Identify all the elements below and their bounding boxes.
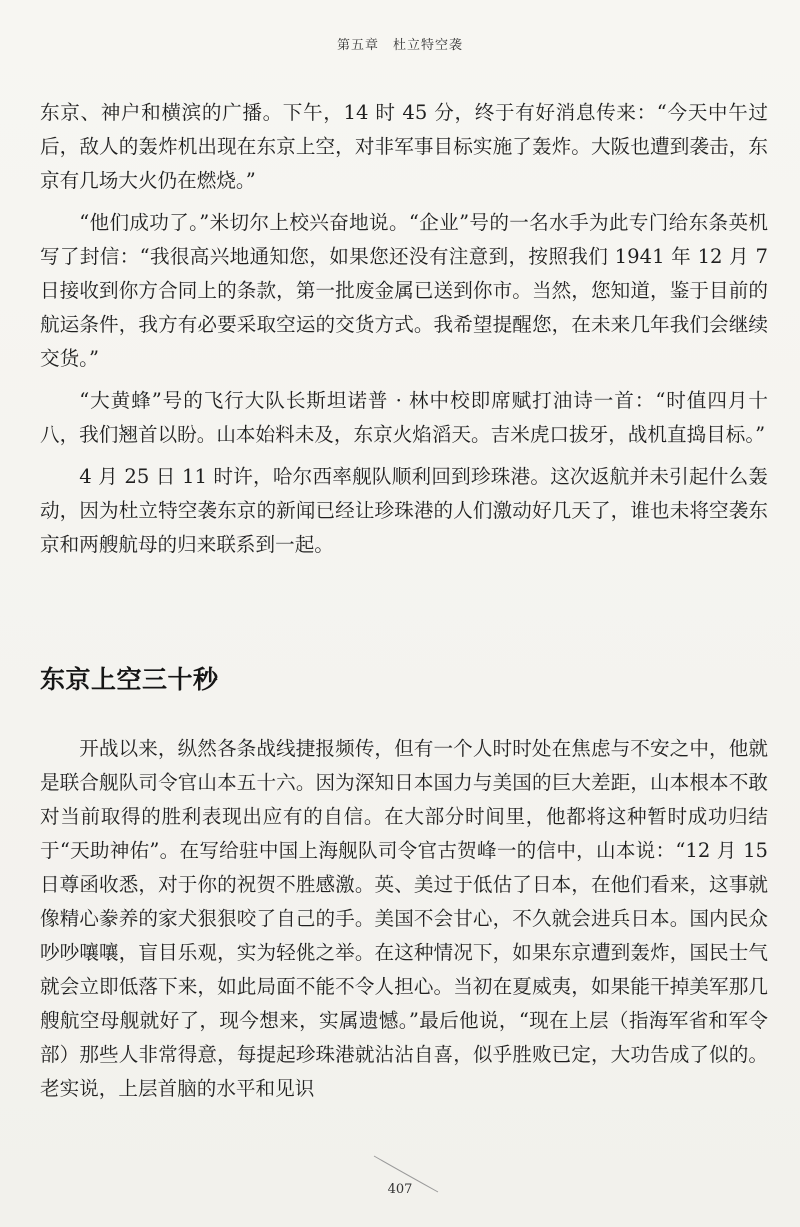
section-heading: 东京上空三十秒 xyxy=(40,665,219,694)
chapter-title: 杜立特空袭 xyxy=(393,38,464,53)
page-number: 407 xyxy=(387,1182,413,1197)
chapter-number: 第五章 xyxy=(336,38,379,53)
paragraph: “他们成功了。”米切尔上校兴奋地说。“企业”号的一名水手为此专门给东条英机写了封信：“我很高兴地通知您，如果您还没有注意到，按照我们 1941 年 12 月 7 日接收到你方合同上的条款，第一批废金属已送到你市。当然，您知道，鉴于目前的航运条件，我方有必要采取空运的交货方式。我希望提醒您，在未来几年我们会继续交货。” xyxy=(40,211,768,370)
paragraph: 东京、神户和横滨的广播。下午，14 时 45 分，终于有好消息传来：“今天中午过后，敌人的轰炸机出现在东京上空，对非军事目标实施了轰炸。大阪也遭到袭击，东京有几场大火仍在燃烧。” xyxy=(40,101,768,192)
paragraph: 开战以来，纵然各条战线捷报频传，但有一个人时时处在焦虑与不安之中，他就是联合舰队司令官山本五十六。因为深知日本国力与美国的巨大差距，山本根本不敢对当前取得的胜利表现出应有的自信。在大部分时间里，他都将这种暂时成功归结于“天助神佑”。在写给驻中国上海舰队司令官古贺峰一的信中，山本说：“12 月 15 日尊函收悉，对于你的祝贺不胜感激。英、美过于低估了日本，在他们看来，这事就像精心豢养的家犬狠狠咬了自己的手。美国不会甘心，不久就会进兵日本。国内民众吵吵嚷嚷，盲目乐观，实为轻佻之举。在这种情况下，如果东京遭到轰炸，国民士气就会立即低落下来，如此局面不能不令人担心。当初在夏威夷，如果能干掉美军那几艘航空母舰就好了，现今想来，实属遗憾。”最后他说，“现在上层（指海军省和军令部）那些人非常得意，每提起珍珠港就沾沾自喜，似乎胜败已定，大功告成了似的。老实说，上层首脑的水平和见识 xyxy=(40,737,768,1100)
body-text-bottom xyxy=(40,732,768,1114)
paragraph: “大黄蜂”号的飞行大队长斯坦诺普 · 林中校即席赋打油诗一首：“时值四月十八，我们翘首以盼。山本始料未及，东京火焰滔天。吉米虎口拔牙，战机直捣目标。” xyxy=(40,389,768,446)
running-header xyxy=(0,34,800,53)
paragraph: 4 月 25 日 11 时许，哈尔西率舰队顺利回到珍珠港。这次返航并未引起什么轰动，因为杜立特空袭东京的新闻已经让珍珠港的人们激动好几天了，谁也未将空袭东京和两艘航母的归来联系到一起。 xyxy=(40,465,768,556)
body-text-top xyxy=(40,96,768,570)
